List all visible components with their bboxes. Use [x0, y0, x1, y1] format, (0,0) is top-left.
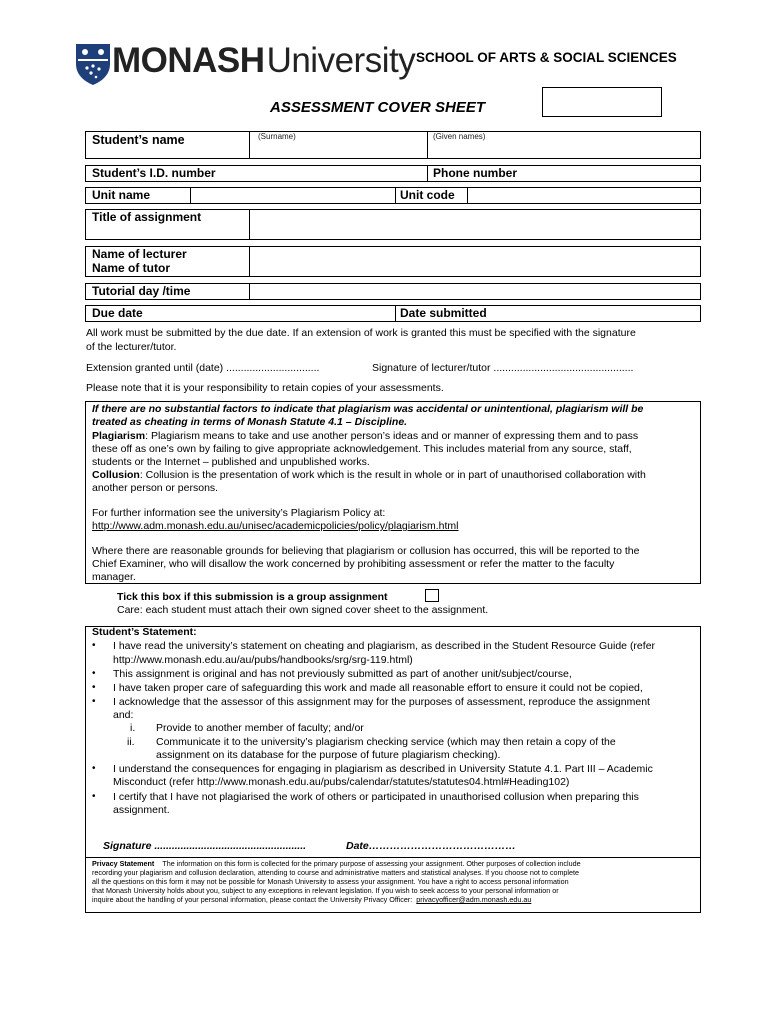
- privacy-line3: all the questions on this form it may not be possible for Monash University to assess your assignment. You have a right to access personal information: [92, 877, 569, 886]
- grounds-line1: Where there are reasonable grounds for believing that plagiarism or collusion has occurred, this will be reported to the: [92, 545, 640, 557]
- retain-copies-note: Please note that it is your responsibility to retain copies of your assessments.: [86, 382, 444, 394]
- submission-note-line2: of the lecturer/tutor.: [86, 341, 177, 353]
- statement-b4-line2: and:: [113, 709, 134, 721]
- bullet: •: [92, 668, 96, 679]
- group-care-note: Care: each student must attach their own signed cover sheet to the assignment.: [117, 604, 489, 616]
- logo-wordmark: [112, 41, 415, 81]
- statement-b3: I have taken proper care of safeguarding this work and made all reasonable effort to ensure it could not be copied,: [113, 682, 643, 694]
- policy-info: For further information see the university’s Plagiarism Policy at:: [92, 507, 386, 519]
- plagiarism-warning-line2: treated as cheating in terms of Monash Statute 4.1 – Discipline.: [92, 416, 408, 428]
- grounds-line2: Chief Examiner, who will disallow the work concerned by prohibiting assessment or refer the matter to the faculty: [92, 558, 615, 570]
- unit-code-field[interactable]: [467, 187, 701, 204]
- sub-item-i-number: i.: [130, 722, 136, 734]
- bullet: •: [92, 640, 96, 651]
- assignment-title-field[interactable]: [249, 209, 701, 240]
- due-date-label: Due date: [92, 306, 143, 320]
- page-title: ASSESSMENT COVER SHEET: [270, 99, 486, 116]
- bullet: •: [92, 682, 96, 693]
- privacy-text-5: inquire about the handling of your personal information, please contact the University Privacy Officer:: [92, 895, 413, 904]
- school-name: SCHOOL OF ARTS & SOCIAL SCIENCES: [416, 50, 677, 65]
- collusion-definition-line1: [92, 469, 646, 483]
- tutor-label: Name of tutor: [92, 261, 170, 275]
- privacy-line5: [92, 895, 531, 904]
- student-id-label: Student’s I.D. number: [92, 166, 216, 180]
- bullet: •: [92, 763, 96, 774]
- plagiarism-definition-line3: students or the Internet – published and unpublished works.: [92, 456, 370, 468]
- plagiarism-definition-line1: [92, 430, 638, 444]
- privacy-text-1: The information on this form is collected for the primary purpose of assessing your assignment. Other purposes of collection include: [162, 859, 581, 868]
- group-assignment-checkbox[interactable]: [425, 589, 439, 602]
- plagiarism-definition-line2: these off as one’s own by failing to give appropriate acknowledgement. This includes material from any source, staff,: [92, 443, 632, 455]
- office-use-box[interactable]: [542, 87, 662, 117]
- privacy-label: Privacy Statement: [92, 859, 155, 868]
- student-signature-line[interactable]: Signature ....................................................: [103, 840, 307, 852]
- date-submitted-label: Date submitted: [400, 306, 487, 320]
- statement-b2: This assignment is original and has not previously submitted as part of another unit/subject/course,: [113, 668, 572, 680]
- tutorial-label: Tutorial day /time: [92, 284, 191, 298]
- statement-b5-line1: I understand the consequences for engaging in plagiarism as described in University Statute 4.1. Part III – Academic: [113, 763, 653, 775]
- collusion-def-text: : Collusion is the presentation of work which is the result in whole or in part of unauthorised collaboration with: [139, 469, 646, 481]
- sub-item-i: Provide to another member of faculty; and/or: [156, 722, 364, 734]
- sub-item-ii-number: ii.: [127, 736, 135, 748]
- policy-link[interactable]: http://www.adm.monash.edu.au/unisec/academicpolicies/policy/plagiarism.html: [92, 520, 459, 532]
- statement-heading: Student’s Statement:: [92, 626, 197, 638]
- plagiarism-term: Plagiarism: [92, 430, 146, 442]
- submission-note-line1: All work must be submitted by the due date. If an extension of work is granted this must be specified with the signature: [86, 327, 636, 339]
- logo-word-monash: MONASH: [112, 41, 265, 80]
- grounds-line3: manager.: [92, 571, 136, 583]
- privacy-email-link[interactable]: privacyofficer@adm.monash.edu.au: [416, 895, 532, 904]
- statement-b6-line2: assignment.: [113, 804, 170, 816]
- group-assignment-label: Tick this box if this submission is a group assignment: [117, 591, 388, 603]
- statement-b4-line1: I acknowledge that the assessor of this assignment may for the purposes of assessment, reproduce the assignment: [113, 696, 650, 708]
- surname-hint: (Surname): [258, 132, 296, 141]
- unit-code-label: Unit code: [400, 188, 455, 202]
- statement-b1-line2: http://www.monash.edu.au/au/pubs/handbooks/srg/srg-119.html): [113, 654, 413, 666]
- sub-item-ii-line1: Communicate it to the university’s plagiarism checking service (which may then retain a copy of the: [156, 736, 616, 748]
- extension-line: Extension granted until (date) ................................: [86, 362, 320, 374]
- privacy-line4: that Monash University holds about you, subject to any exceptions in relevant legislation. If you wish to seek access to your personal information or: [92, 886, 559, 895]
- assignment-title-label: Title of assignment: [92, 210, 202, 224]
- crest-icon: [74, 42, 112, 86]
- statement-b6-line1: I certify that I have not plagiarised the work of others or participated in unauthorised collusion when preparing this: [113, 791, 639, 803]
- privacy-line1: [92, 859, 581, 868]
- lecturer-label: Name of lecturer: [92, 247, 187, 261]
- student-name-label: Student’s name: [92, 133, 185, 147]
- unit-name-label: Unit name: [92, 188, 151, 202]
- collusion-definition-line2: another person or persons.: [92, 482, 219, 494]
- statement-b5-line2: Misconduct (refer http://www.monash.edu.au/pubs/calendar/statutes/statutes04.html#Heading102): [113, 776, 570, 788]
- lecturer-tutor-field[interactable]: [249, 246, 701, 277]
- lecturer-signature-line: Signature of lecturer/tutor ................................................: [372, 362, 634, 374]
- privacy-line2: recording your plagiarism and collusion declaration, attending to course and administrative matters and statistical analyses. If you choose not to complete: [92, 868, 580, 877]
- collusion-term: Collusion: [92, 469, 140, 481]
- unit-name-field[interactable]: [190, 187, 396, 204]
- plagiarism-warning-line1: If there are no substantial factors to indicate that plagiarism was accidental or unintentional, plagiarism will be: [92, 403, 644, 415]
- plagiarism-def-text: : Plagiarism means to take and use another person’s ideas and or manner of expressing them and to pass: [145, 430, 639, 442]
- student-date-line[interactable]: Date……………………………………: [346, 840, 516, 852]
- sub-item-ii-line2: assignment on its database for the purpose of future plagiarism checking).: [156, 749, 501, 761]
- phone-label: Phone number: [433, 166, 518, 180]
- tutorial-field[interactable]: [249, 283, 701, 300]
- statement-b1-line1: I have read the university’s statement on cheating and plagiarism, as described in the Student Resource Guide (refer: [113, 640, 656, 652]
- given-names-hint: (Given names): [433, 132, 486, 141]
- bullet: •: [92, 696, 96, 707]
- logo-word-university: University: [266, 41, 416, 80]
- bullet: •: [92, 791, 96, 802]
